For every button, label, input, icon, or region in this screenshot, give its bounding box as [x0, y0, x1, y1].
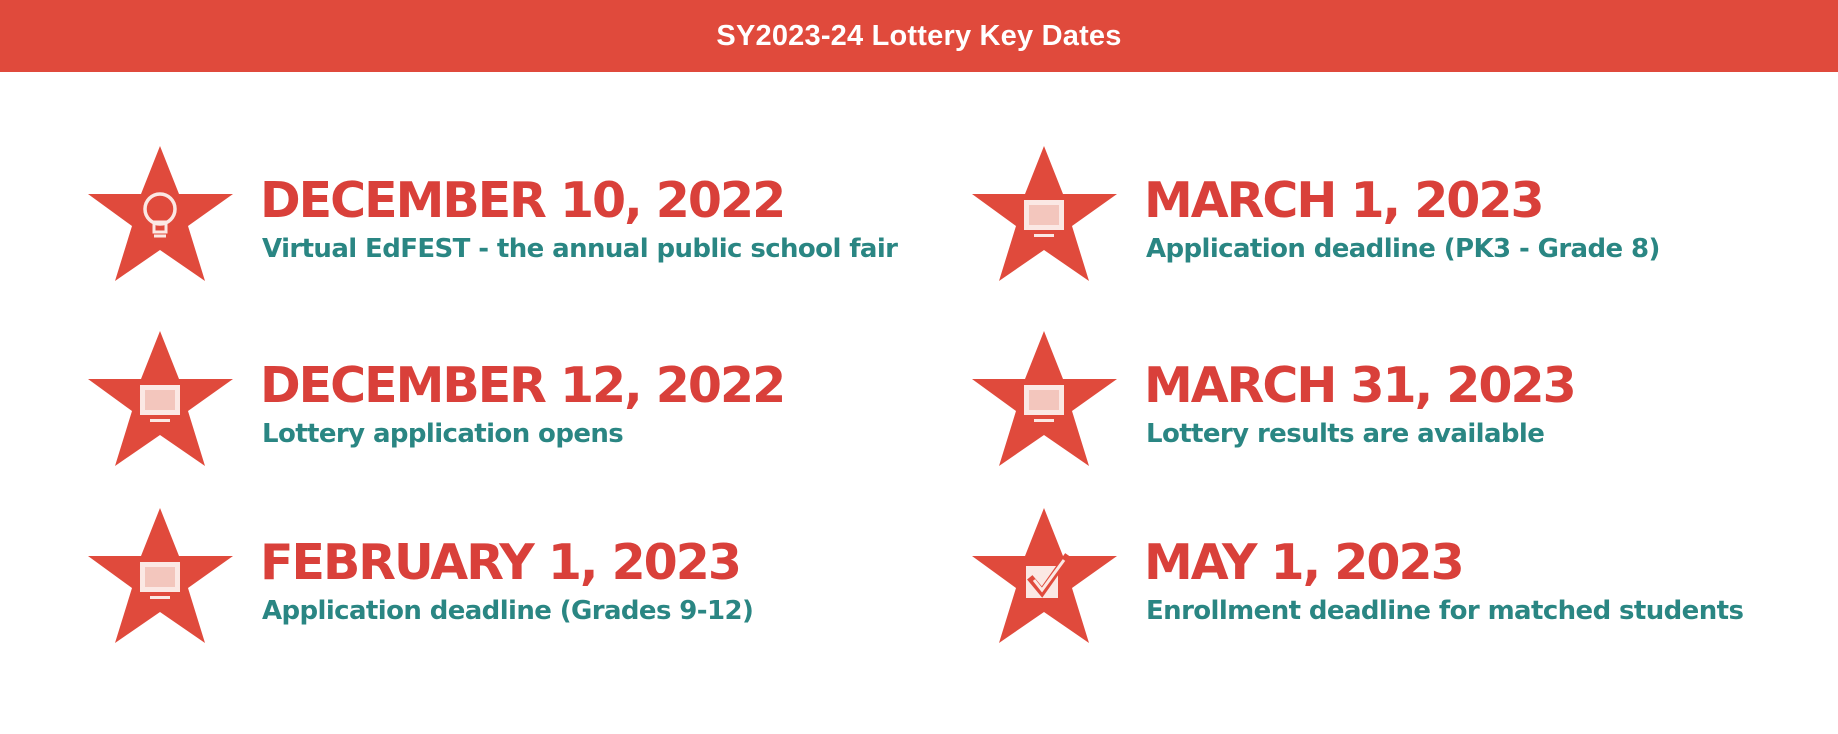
computer-icon [88, 331, 233, 471]
event-date: FEBRUARY 1, 2023 [260, 534, 740, 591]
star-badge [972, 146, 1117, 286]
event-date: MARCH 1, 2023 [1144, 172, 1543, 229]
event-description: Enrollment deadline for matched students [1146, 596, 1744, 626]
star-badge [972, 331, 1117, 471]
event-description: Application deadline (Grades 9-12) [262, 596, 754, 626]
lightbulb-icon [88, 146, 233, 286]
key-date-item [972, 331, 1832, 471]
header-bar [0, 0, 1838, 72]
star-badge [88, 331, 233, 471]
event-date: DECEMBER 10, 2022 [260, 172, 785, 229]
event-description: Lottery application opens [262, 419, 624, 449]
star-badge [972, 508, 1117, 648]
key-date-item [972, 508, 1832, 648]
computer-icon [88, 508, 233, 648]
event-date: MARCH 31, 2023 [1144, 357, 1575, 414]
page-title: SY2023-24 Lottery Key Dates [716, 19, 1122, 52]
star-badge [88, 508, 233, 648]
key-date-item [88, 146, 948, 286]
event-date: DECEMBER 12, 2022 [260, 357, 785, 414]
star-badge [88, 146, 233, 286]
computer-icon [972, 146, 1117, 286]
checkbox-icon [972, 508, 1117, 648]
event-description: Virtual EdFEST - the annual public school fair [262, 234, 898, 264]
computer-icon [972, 331, 1117, 471]
event-description: Lottery results are available [1146, 419, 1545, 449]
key-date-item [88, 508, 948, 648]
event-date: MAY 1, 2023 [1144, 534, 1463, 591]
key-date-item [972, 146, 1832, 286]
key-date-item [88, 331, 948, 471]
event-description: Application deadline (PK3 - Grade 8) [1146, 234, 1660, 264]
